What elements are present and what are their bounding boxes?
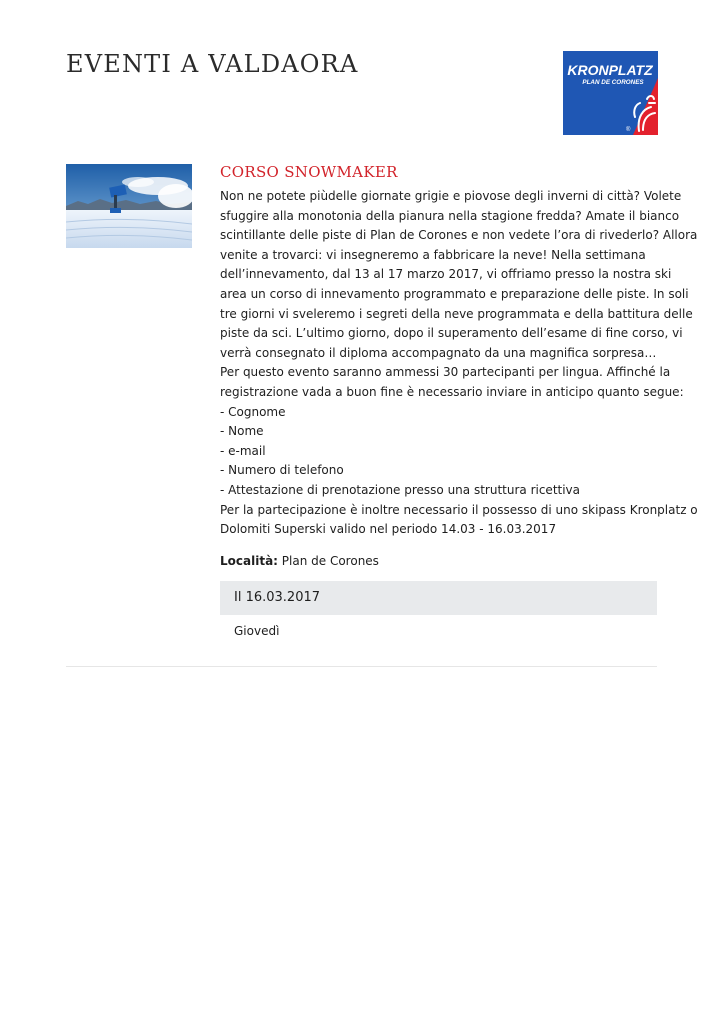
event-location bbox=[220, 554, 660, 568]
description-line: venite a trovarci: vi insegneremo a fabbricare la neve! Nella settimana bbox=[220, 247, 646, 262]
description-line: Dolomiti Superski valido nel periodo 14.03 - 16.03.2017 bbox=[220, 522, 557, 537]
logo-subtitle-text: PLAN DE CORONES bbox=[582, 79, 644, 86]
requirement-item: - Numero di telefono bbox=[220, 463, 344, 478]
description-line: scintillante delle piste di Plan de Corones e non vedete l’ora di rivederlo? Allora bbox=[220, 228, 698, 243]
page-title: EVENTI A VALDAORA bbox=[66, 50, 359, 78]
location-value: Plan de Corones bbox=[281, 553, 379, 568]
logo-brand-text: KRONPLATZ bbox=[567, 62, 653, 78]
description-line: piste da sci. L’ultimo giorno, dopo il superamento dell’esame di fine corso, vi bbox=[220, 326, 683, 341]
event-weekday: Giovedì bbox=[234, 623, 280, 638]
description-line: tre giorni vi sveleremo i segreti della neve programmata e della battitura delle bbox=[220, 306, 693, 321]
description-line: registrazione vada a buon fine è necessario inviare in anticipo quanto segue: bbox=[220, 384, 684, 399]
event-description bbox=[220, 187, 698, 540]
kronplatz-logo bbox=[563, 51, 658, 135]
description-line: sfuggire alla monotonia della pianura nella stagione fredda? Amate il bianco bbox=[220, 208, 680, 223]
requirement-item: - Nome bbox=[220, 424, 264, 439]
event-date: Il 16.03.2017 bbox=[220, 581, 657, 615]
requirement-item: - e-mail bbox=[220, 443, 266, 458]
registered-mark: ® bbox=[626, 127, 631, 133]
event-image bbox=[66, 164, 192, 248]
divider bbox=[66, 666, 657, 667]
event-title[interactable]: CORSO SNOWMAKER bbox=[220, 163, 398, 181]
requirement-item: - Attestazione di prenotazione presso una struttura ricettiva bbox=[220, 482, 581, 497]
description-line: verrà consegnato il diploma accompagnato da una magnifica sorpresa… bbox=[220, 345, 657, 360]
description-line: area un corso di innevamento programmato e preparazione delle piste. In soli bbox=[220, 286, 689, 301]
description-line: Non ne potete piùdelle giornate grigie e piovose degli inverni di città? Volete bbox=[220, 189, 682, 203]
event-details bbox=[220, 163, 698, 638]
description-line: dell’innevamento, dal 13 al 17 marzo 2017, vi offriamo presso la nostra ski bbox=[220, 267, 672, 282]
location-label: Località: bbox=[220, 553, 278, 568]
description-line: Per la partecipazione è inoltre necessario il possesso di uno skipass Kronplatz o bbox=[220, 502, 698, 517]
description-line: Per questo evento saranno ammessi 30 partecipanti per lingua. Affinché la bbox=[220, 365, 671, 380]
requirement-item: - Cognome bbox=[220, 404, 286, 419]
